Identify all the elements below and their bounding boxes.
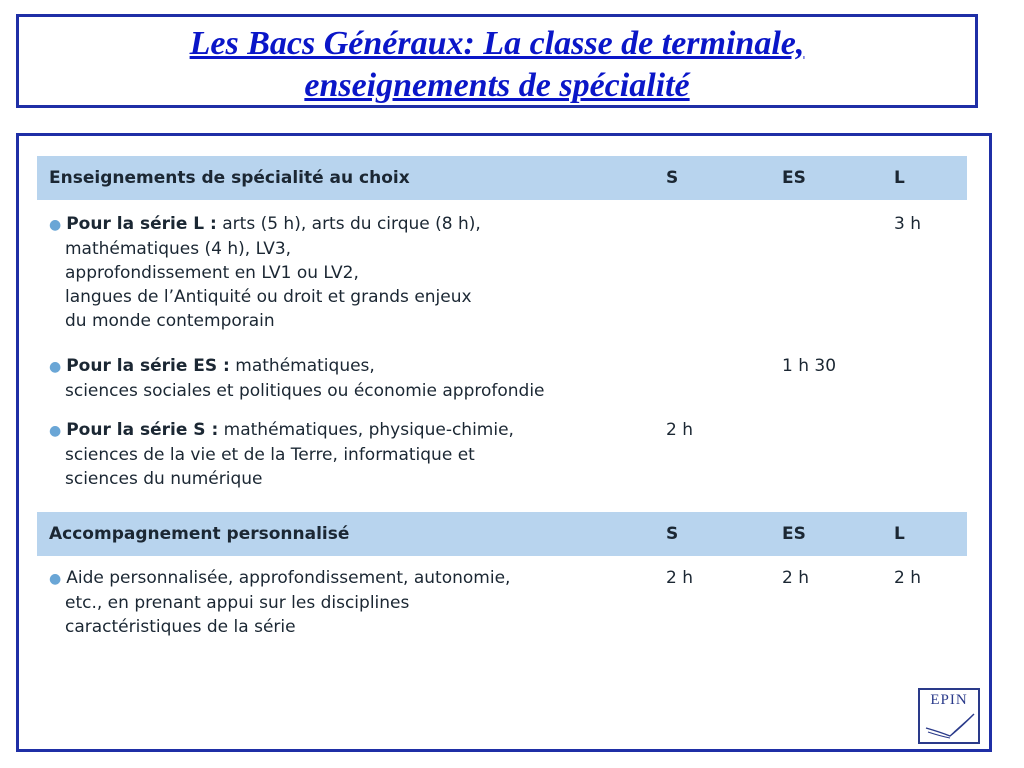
row-text-line: langues de l’Antiquité ou droit et grands enjeux [65,287,472,307]
header-col-s: S [666,168,679,188]
header-col-es: ES [782,524,806,544]
header-col-es: ES [782,168,806,188]
row-text-line: mathématiques, physique-chimie, [218,420,514,440]
cell-es: 2 h [782,568,809,588]
quill-pen-icon [920,708,978,742]
row-description [49,354,689,403]
cell-es: 1 h 30 [782,356,837,376]
content-panel [16,133,992,752]
page-title-line-1: Les Bacs Généraux: La classe de terminale, [189,25,805,62]
cell-l: 3 h [894,214,921,234]
table-row-serie-s [37,418,967,498]
epin-logo [918,688,980,744]
bullet-icon: ● [49,571,62,587]
header-col-l: L [894,168,905,188]
cell-s: 2 h [666,420,693,440]
cell-l: 2 h [894,568,921,588]
bullet-icon: ● [49,359,62,375]
row-text-line: mathématiques, [229,356,375,376]
logo-text: EPIN [930,692,968,708]
bullet-icon: ● [49,217,62,233]
accompagnement-header-row [37,512,967,556]
row-text-line: arts (5 h), arts du cirque (8 h), [216,214,481,234]
row-text-line: sciences de la vie et de la Terre, informatique et [65,445,475,465]
page-title-line-2: enseignements de spécialité [304,67,690,104]
row-series-label: Pour la série S : [66,420,219,440]
row-text-line: mathématiques (4 h), LV3, [65,239,292,259]
row-text-line: sciences sociales et politiques ou économie approfondie [65,381,545,401]
hours-table [37,156,967,646]
row-description [49,212,659,333]
row-text-line: Aide personnalisée, approfondissement, autonomie, [66,568,511,588]
header-col-s: S [666,524,679,544]
bullet-icon: ● [49,423,62,439]
specialite-header-row [37,156,967,200]
row-text-line: sciences du numérique [65,469,263,489]
row-series-label: Pour la série L : [66,214,217,234]
row-description [49,418,659,491]
cell-s: 2 h [666,568,693,588]
row-text-line: etc., en prenant appui sur les disciplines [65,593,410,613]
title-box [16,14,978,108]
specialite-header-label: Enseignements de spécialité au choix [49,168,410,188]
table-row-serie-es [37,354,967,410]
table-row-accompagnement [37,566,967,646]
row-text-line: caractéristiques de la série [65,617,296,637]
row-series-label: Pour la série ES : [66,356,230,376]
header-col-l: L [894,524,905,544]
row-text-line: approfondissement en LV1 ou LV2, [65,263,359,283]
row-description [49,566,659,639]
row-text-line: du monde contemporain [65,311,275,331]
accompagnement-header-label: Accompagnement personnalisé [49,524,350,544]
table-row-serie-l [37,212,967,344]
